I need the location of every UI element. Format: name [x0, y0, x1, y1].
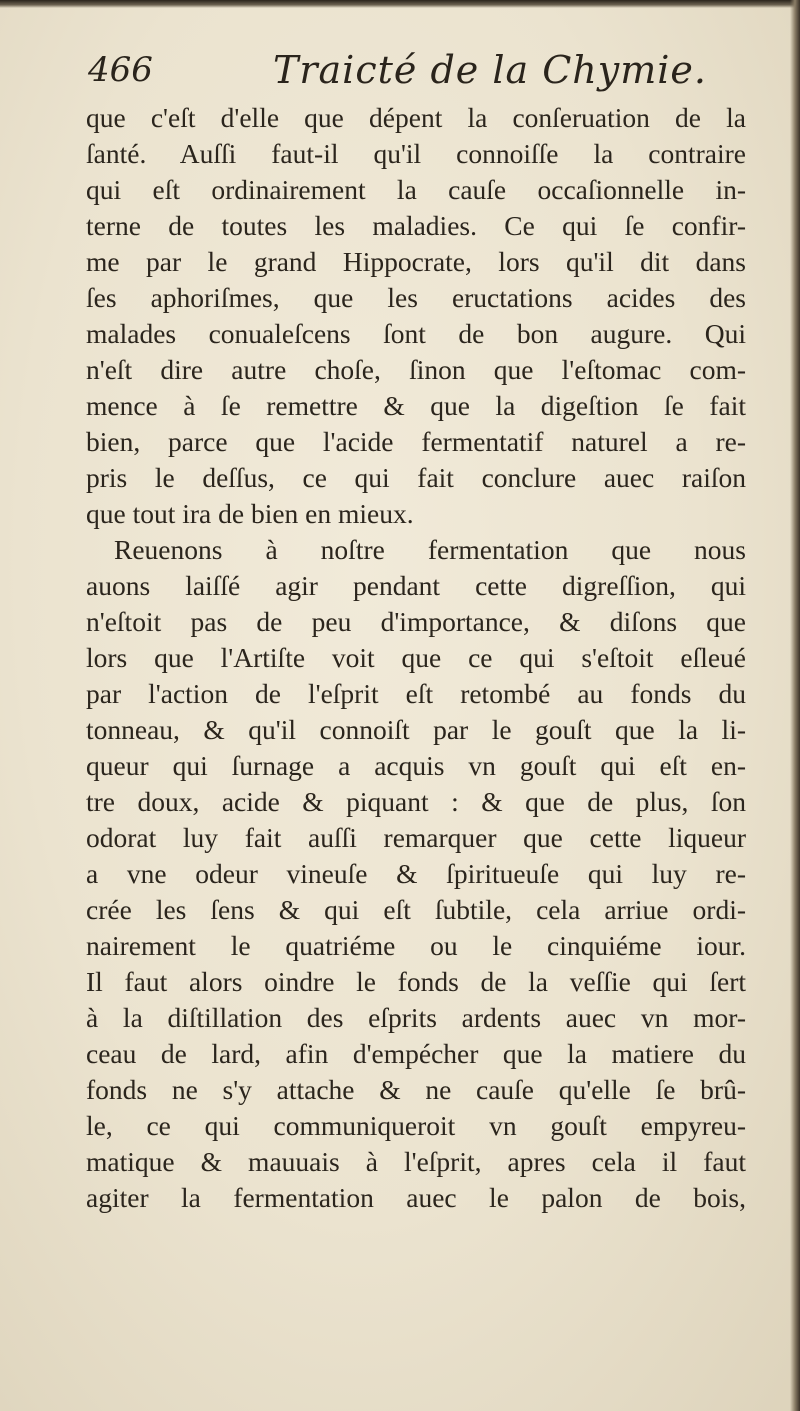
- text-line: auons laiſſé agir pendant cette digreſſion, qui: [86, 570, 746, 601]
- text-line: agiter la fermentation auec le palon de bois,: [86, 1182, 746, 1213]
- page-number: 466: [88, 50, 153, 90]
- text-line: lors que l'Artiſte voit que ce qui s'eſtoit eſleué: [86, 642, 746, 673]
- text-line: n'eſtoit pas de peu d'importance, & diſons que: [86, 606, 746, 637]
- text-line: queur qui ſurnage a acquis vn gouſt qui eſt en-: [86, 750, 746, 781]
- running-title: Traicté de la Chymie.: [273, 48, 707, 92]
- text-line: pris le deſſus, ce qui fait conclure auec raiſon: [86, 462, 746, 493]
- page-header: [88, 48, 748, 98]
- text-line: crée les ſens & qui eſt ſubtile, cela arriue ordi-: [86, 894, 746, 925]
- text-line: par l'action de l'eſprit eſt retombé au fonds du: [86, 678, 746, 709]
- text-line: matique & mauuais à l'eſprit, apres cela il faut: [86, 1146, 746, 1177]
- text-line: malades conualeſcens ſont de bon augure. Qui: [86, 318, 746, 349]
- paragraph-start-line: Reuenons à noſtre fermentation que nous: [114, 534, 746, 565]
- page-top-edge: [0, 0, 800, 8]
- text-line: fonds ne s'y attache & ne cauſe qu'elle ſe brû-: [86, 1074, 746, 1105]
- text-line: mence à ſe remettre & que la digeſtion ſe fait: [86, 390, 746, 421]
- text-line: à la diſtillation des eſprits ardents auec vn mor-: [86, 1002, 746, 1033]
- body-text: [86, 100, 746, 1216]
- text-line: que c'eſt d'elle que dépent la conſeruation de la: [86, 102, 746, 133]
- text-line: qui eſt ordinairement la cauſe occaſionnelle in-: [86, 174, 746, 205]
- text-line: tonneau, & qu'il connoiſt par le gouſt que la li-: [86, 714, 746, 745]
- text-line: Il faut alors oindre le fonds de la veſſie qui ſert: [86, 966, 746, 997]
- page-right-edge: [790, 0, 800, 1411]
- text-line: me par le grand Hippocrate, lors qu'il dit dans: [86, 246, 746, 277]
- text-line: odorat luy fait auſſi remarquer que cette liqueur: [86, 822, 746, 853]
- text-line: nairement le quatriéme ou le cinquiéme iour.: [86, 930, 746, 961]
- text-line: a vne odeur vineuſe & ſpiritueuſe qui luy re-: [86, 858, 746, 889]
- text-line: le, ce qui communiqueroit vn gouſt empyreu-: [86, 1110, 746, 1141]
- text-line: ſanté. Auſſi faut-il qu'il connoiſſe la contraire: [86, 138, 746, 169]
- text-line: bien, parce que l'acide fermentatif naturel a re-: [86, 426, 746, 457]
- paragraph-end-line: que tout ira de bien en mieux.: [86, 498, 414, 529]
- text-line: ſes aphoriſmes, que les eructations acides des: [86, 282, 746, 313]
- text-line: n'eſt dire autre choſe, ſinon que l'eſtomac com-: [86, 354, 746, 385]
- text-line: tre doux, acide & piquant : & que de plus, ſon: [86, 786, 746, 817]
- text-line: ceau de lard, afin d'empécher que la matiere du: [86, 1038, 746, 1069]
- text-line: terne de toutes les maladies. Ce qui ſe confir-: [86, 210, 746, 241]
